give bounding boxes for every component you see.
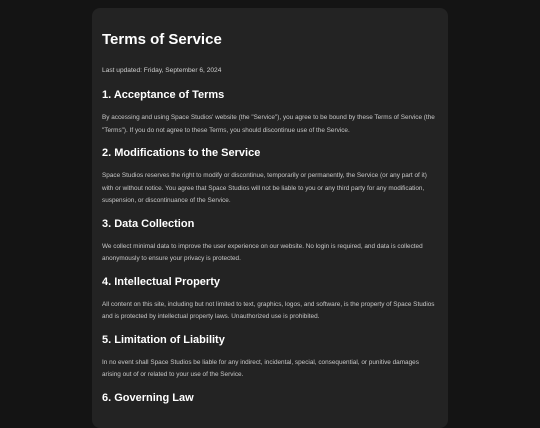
section-body-modifications: Space Studios reserves the right to modify or discontinue, temporarily or permanently, the Service (or any part of it) with or without notice. You agree that Space Studios will not be liable to you or any third party for any modification, suspension, or discontinuance of the Service. <box>102 172 427 204</box>
section-body-intellectual-property: All content on this site, including but not limited to text, graphics, logos, and software, is the property of Space Studios and is protected by intellectual property laws. Unauthorized use is prohibited. <box>102 300 435 320</box>
terms-card <box>92 8 448 428</box>
page-title: Terms of Service <box>102 31 222 48</box>
section-heading-intellectual-property: 4. Intellectual Property <box>102 275 220 288</box>
section-body-data-collection: We collect minimal data to improve the user experience on our website. No login is required, and data is collected anonymously to ensure your privacy is protected. <box>102 242 423 262</box>
section-body-liability: In no event shall Space Studios be liable for any indirect, incidental, special, consequential, or punitive damages arising out of or related to your use of the Service. <box>102 358 419 378</box>
last-updated: Last updated: Friday, September 6, 2024 <box>102 67 222 74</box>
section-heading-governing-law: 6. Governing Law <box>102 391 194 404</box>
section-heading-liability: 5. Limitation of Liability <box>102 333 225 346</box>
section-heading-data-collection: 3. Data Collection <box>102 217 195 230</box>
section-heading-acceptance: 1. Acceptance of Terms <box>102 89 225 101</box>
section-heading-modifications: 2. Modifications to the Service <box>102 147 261 159</box>
section-body-acceptance: By accessing and using Space Studios' website (the "Service"), you agree to be bound by these Terms of Service (the "Terms"). If you do not agree to these Terms, you should discontinue use of the Service. <box>102 114 435 134</box>
